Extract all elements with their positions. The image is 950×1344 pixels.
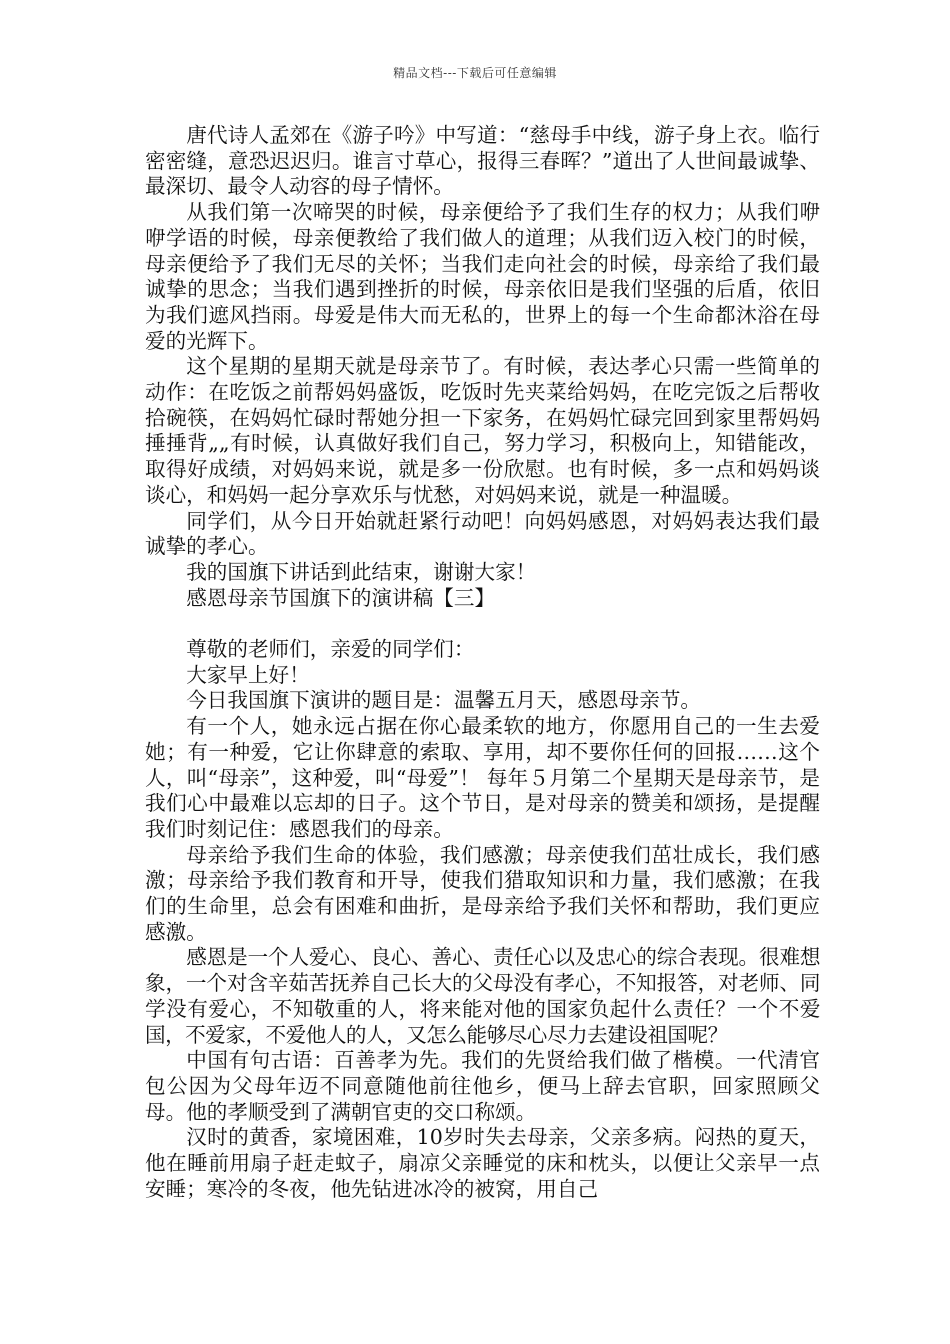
section-heading-speech-three: 感恩母亲节国旗下的演讲稿【三】 [186, 585, 496, 610]
page-header: 精品文档---下载后可任意编辑 [393, 66, 557, 80]
paragraph-mothers-day-actions: 这个星期的星期天就是母亲节了。有时候，表达孝心只需一些简单的动作：在吃饭之前帮妈妈盛饭，吃饭时先夹菜给妈妈，在吃完饭之后帮收拾碗筷，在妈妈忙碌时帮她分担一下家务，在妈妈忙碌完回到家里帮妈妈捶捶背„„有时候，认真做好我们自己，努力学习，积极向上，知错能改，取得好成绩，对妈妈来说，就是多一份欣慰。也有时候，多一点和妈妈谈谈心，和妈妈一起分享欢乐与忧愁，对妈妈来说，就是一种温暖。 [145, 354, 820, 507]
paragraph-huang-xiang: 汉时的黄香，家境困难，10岁时失去母亲，父亲多病。闷热的夏天，他在睡前用扇子赶走蚊子，扇凉父亲睡觉的床和枕头，以便让父亲早一点安睡；寒冷的冬夜，他先钻进冰冷的被窝，用自己 [145, 1125, 820, 1201]
paragraph-ancient-saying: 中国有句古语：百善孝为先。我们的先贤给我们做了楷模。一代清官包公因为父母年迈不同意随他前往他乡，便马上辞去官职，回家照顾父母。他的孝顺受到了满朝官吏的交口称颂。 [145, 1048, 820, 1124]
paragraph-mother-gifts: 从我们第一次啼哭的时候，母亲便给予了我们生存的权力；从我们咿咿学语的时候，母亲便教给了我们做人的道理；从我们迈入校门的时候，母亲便给予了我们无尽的关怀；当我们走向社会的时候，母亲给了我们最诚挚的思念；当我们遇到挫折的时候，母亲依旧是我们坚强的后盾，依旧为我们遮风挡雨。母爱是伟大而无私的，世界上的每一个生命都沐浴在母爱的光辉下。 [145, 200, 820, 353]
paragraph-mothers-love: 有一个人，她永远占据在你心最柔软的地方，你愿用自己的一生去爱她；有一种爱，它让你肆意的索取、享用，却不要你任何的回报……这个人，叫“母亲”，这种爱，叫“母爱”！ 每年５月第二个星期天是母亲节，是我们心中最难以忘却的日子。这个节日，是对母亲的赞美和颂扬，是提醒我们时刻记住：感恩我们的母亲。 [145, 714, 820, 841]
document-body [145, 123, 820, 1203]
paragraph-call-to-action: 同学们，从今日开始就赶紧行动吧！向妈妈感恩，对妈妈表达我们最诚挚的孝心。 [145, 508, 820, 559]
paragraph-intro-poem: 唐代诗人孟郊在《游子吟》中写道：“慈母手中线，游子身上衣。临行密密缝，意恐迟迟归。谁言寸草心，报得三春晖？”道出了人世间最诚挚、最深切、最令人动容的母子情怀。 [145, 123, 820, 199]
blank-line [145, 611, 820, 637]
paragraph-greeting: 大家早上好！ [186, 662, 310, 687]
paragraph-salutation: 尊敬的老师们，亲爱的同学们： [186, 637, 475, 662]
paragraph-gratitude: 母亲给予我们生命的体验，我们感激；母亲使我们茁壮成长，我们感激；母亲给予我们教育和开导，使我们猎取知识和力量，我们感激；在我们的生命里，总会有困难和曲折，是母亲给予我们关怀和帮助，我们更应感激。 [145, 842, 820, 944]
paragraph-gratitude-meaning: 感恩是一个人爱心、良心、善心、责任心以及忠心的综合表现。很难想象，一个对含辛茹苦抚养自己长大的父母没有孝心，不知报答，对老师、同学没有爱心，不知敬重的人，将来能对他的国家负起什么责任？一个不爱国，不爱家，不爱他人的人，又怎么能够尽心尽力去建设祖国呢？ [145, 945, 820, 1047]
paragraph-speech-topic: 今日我国旗下演讲的题目是：温馨五月天，感恩母亲节。 [186, 688, 702, 713]
paragraph-closing-thanks: 我的国旗下讲话到此结束，谢谢大家！ [186, 559, 537, 584]
